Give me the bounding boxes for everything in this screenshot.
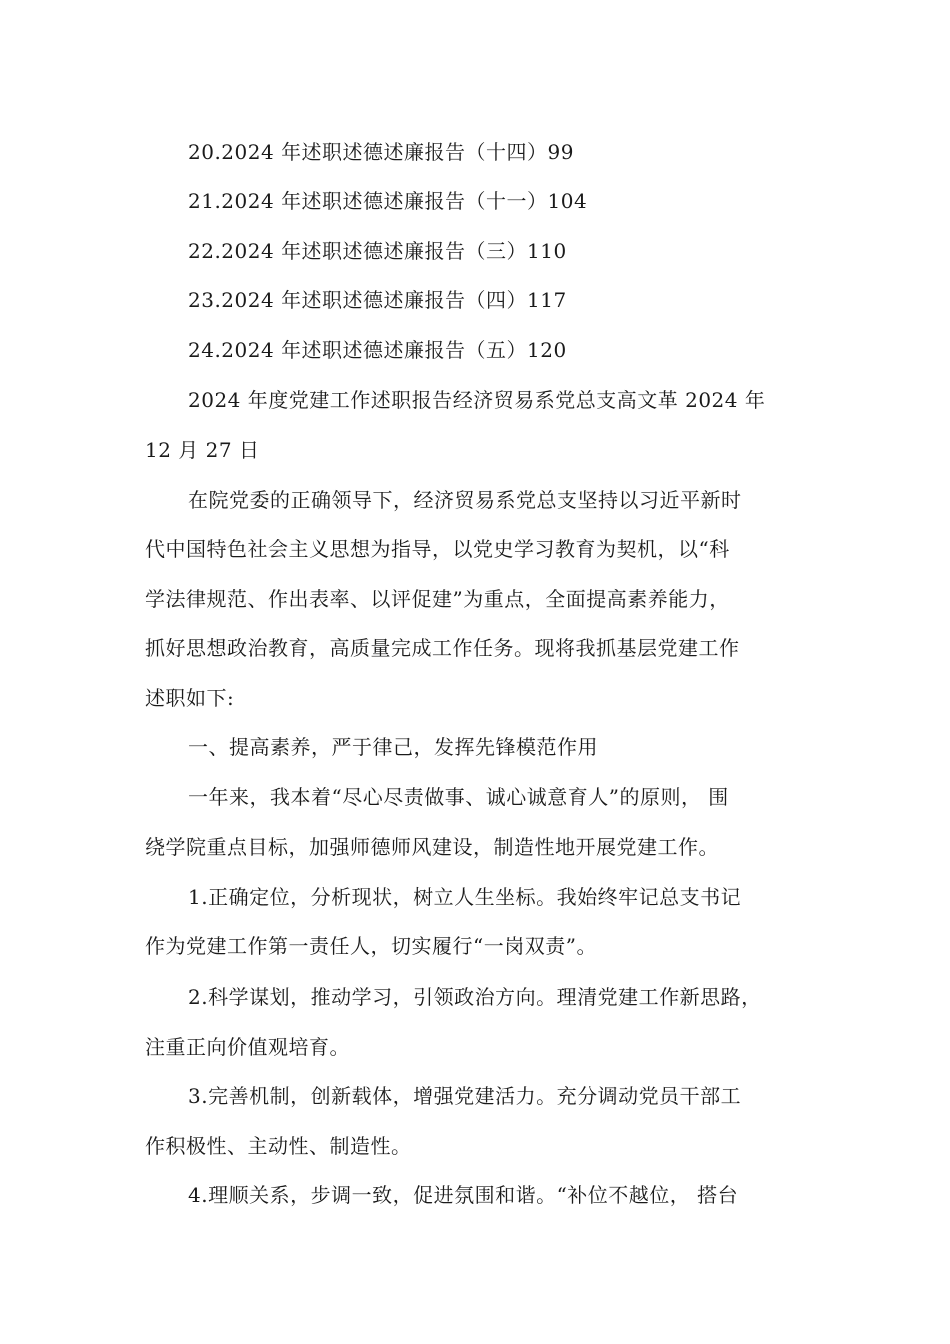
item-2-line-2: 注重正向价值观培育。	[145, 1035, 350, 1059]
intro-line-5: 述职如下:	[145, 686, 235, 710]
item-1-line-2: 作为党建工作第一责任人，切实履行“一岗双责”。	[145, 934, 597, 958]
item-3-line-2: 作积极性、主动性、制造性。	[145, 1134, 412, 1158]
toc-entry-22: 22.2024 年述职述德述廉报告（三）110	[188, 239, 567, 263]
toc-entry-23: 23.2024 年述职述德述廉报告（四）117	[188, 288, 567, 312]
item-1-line-1: 1.正确定位，分析现状，树立人生坐标。我始终牢记总支书记	[188, 885, 742, 909]
toc-entry-21: 21.2024 年述职述德述廉报告（十一）104	[188, 189, 588, 213]
item-2-line-1: 2.科学谋划，推动学习，引领政治方向。理清党建工作新思路，	[188, 985, 762, 1009]
section-1-title: 一、提高素养，严于律己，发挥先锋模范作用	[188, 735, 598, 759]
report-heading-line-1: 2024 年度党建工作述职报告经济贸易系党总支高文革 2024 年	[188, 388, 766, 412]
toc-entry-20: 20.2024 年述职述德述廉报告（十四）99	[188, 140, 575, 164]
section-1-para-line-1: 一年来，我本着“尽心尽责做事、诚心诚意育人”的原则， 围	[188, 785, 729, 809]
report-heading-line-2: 12 月 27 日	[145, 438, 260, 462]
intro-line-2: 代中国特色社会主义思想为指导，以党史学习教育为契机，以“科	[145, 537, 730, 561]
item-4-line-1: 4.理顺关系，步调一致，促进氛围和谐。“补位不越位， 搭台	[188, 1183, 739, 1207]
section-1-para-line-2: 绕学院重点目标，加强师德师风建设，制造性地开展党建工作。	[145, 835, 719, 859]
intro-line-3: 学法律规范、作出表率、以评促建”为重点，全面提高素养能力，	[145, 587, 730, 611]
intro-line-1: 在院党委的正确领导下，经济贸易系党总支坚持以习近平新时	[188, 488, 742, 512]
item-3-line-1: 3.完善机制，创新载体，增强党建活力。充分调动党员干部工	[188, 1084, 742, 1108]
toc-entry-24: 24.2024 年述职述德述廉报告（五）120	[188, 338, 567, 362]
intro-line-4: 抓好思想政治教育，高质量完成工作任务。现将我抓基层党建工作	[145, 636, 740, 660]
